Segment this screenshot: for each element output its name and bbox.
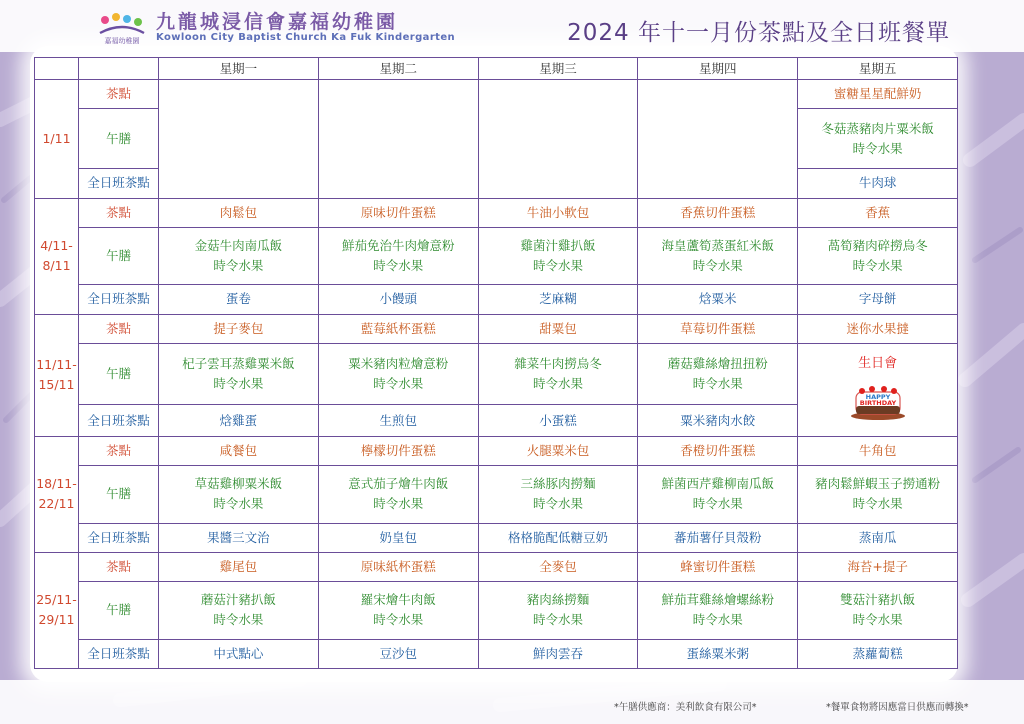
lunch-item: 時令水果: [852, 496, 903, 512]
lunch-cell: [478, 227, 638, 284]
tea-item: 火腿粟米包: [478, 436, 638, 465]
lunch-item: 雜菜牛肉撈烏冬: [514, 356, 602, 372]
blank-cell: [478, 80, 638, 199]
logo-sub-text: 嘉福幼稚園: [104, 37, 140, 45]
full-day-item: 牛肉球: [798, 169, 958, 198]
lunch-item: 三絲豚肉撈麵: [520, 476, 596, 492]
school-name-cn: 九龍城浸信會嘉福幼稚園: [156, 10, 399, 33]
full-day-item: 焓粟米: [638, 285, 798, 314]
full-day-item: 鮮肉雲吞: [478, 639, 638, 668]
tea-item: 檸檬切件蛋糕: [318, 436, 478, 465]
category-lunch: 午膳: [79, 343, 159, 405]
full-day-item: 蛋絲粟米粥: [638, 639, 798, 668]
lunch-cell: [318, 227, 478, 284]
lunch-row: [35, 466, 958, 523]
header-day: 星期四: [638, 58, 798, 80]
full-day-item: 豆沙包: [318, 639, 478, 668]
category-lunch: 午膳: [79, 582, 159, 639]
tea-row: [35, 552, 958, 581]
tea-item: 原味切件蛋糕: [318, 198, 478, 227]
lunch-cell: [798, 582, 958, 639]
tea-item: 藍莓紙杯蛋糕: [318, 314, 478, 343]
lunch-cell: [798, 227, 958, 284]
lunch-item: 時令水果: [213, 258, 264, 274]
lunch-cell: [638, 466, 798, 523]
birthday-cake-icon: [847, 376, 909, 420]
school-logo: [96, 8, 455, 48]
full-day-item: 蕃茄薯仔貝殼粉: [638, 523, 798, 552]
lunch-cell: [159, 227, 319, 284]
week-date: 4/11- 8/11: [35, 198, 79, 314]
lunch-item: 冬菇蒸豬肉片粟米飯: [821, 120, 934, 136]
full-day-item: 小蛋糕: [478, 405, 638, 436]
page-title: 2024 年十一月份茶點及全日班餐單: [567, 20, 950, 46]
menu-body: [35, 80, 958, 669]
full-day-item: 果醬三文治: [159, 523, 319, 552]
lunch-row: [35, 582, 958, 639]
full-day-item: 生煎包: [318, 405, 478, 436]
lunch-cell: [159, 582, 319, 639]
lunch-item: 時令水果: [213, 496, 264, 512]
lunch-cell: [478, 343, 638, 405]
full-day-item: 中式點心: [159, 639, 319, 668]
tea-row: [35, 436, 958, 465]
lunch-item: 時令水果: [852, 258, 903, 274]
lunch-item: 蘑菇雞絲燴扭扭粉: [667, 356, 768, 372]
lunch-item: 萵筍豬肉碎撈烏冬: [827, 238, 928, 254]
menu-table: [34, 57, 958, 669]
tea-item: 雞尾包: [159, 552, 319, 581]
lunch-item: 草菇雞柳粟米飯: [194, 476, 283, 492]
tea-item: 咸餐包: [159, 436, 319, 465]
tea-row: [35, 80, 958, 109]
lunch-cell: [638, 227, 798, 284]
lunch-cell: [638, 343, 798, 405]
full-day-item: 小饅頭: [318, 285, 478, 314]
lunch-cell: [159, 343, 319, 405]
lunch-item: 時令水果: [852, 140, 903, 156]
header-corner: [35, 58, 79, 80]
week-date: 1/11: [35, 80, 79, 199]
tea-item: 香蕉: [798, 198, 958, 227]
school-name-en: Kowloon City Baptist Church Ka Fuk Kindergarten: [156, 31, 456, 43]
lunch-item: 時令水果: [373, 258, 424, 274]
lunch-item: 時令水果: [373, 496, 424, 512]
lunch-item: 時令水果: [373, 612, 424, 628]
header-day: 星期一: [159, 58, 319, 80]
tea-item: 牛角包: [798, 436, 958, 465]
tea-item: 提子麥包: [159, 314, 319, 343]
lunch-item: 時令水果: [532, 612, 583, 628]
lunch-item: 意式茄子燴牛肉飯: [348, 476, 449, 492]
category-tea: 茶點: [79, 314, 159, 343]
lunch-item: 時令水果: [213, 376, 264, 392]
kcbc-logo-icon: [96, 9, 148, 47]
lunch-item: 海皇蘆筍蒸蛋紅米飯: [661, 238, 775, 254]
category-tea: 茶點: [79, 552, 159, 581]
blank-cell: [318, 80, 478, 199]
header-row: [35, 58, 958, 80]
lunch-item: 雙菇汁豬扒飯: [840, 592, 916, 608]
full-day-row: [35, 285, 958, 314]
lunch-cell: [638, 582, 798, 639]
lunch-cell: [478, 466, 638, 523]
lunch-row: [35, 227, 958, 284]
full-day-item: 蛋卷: [159, 285, 319, 314]
full-day-item: 粟米豬肉水餃: [638, 405, 798, 436]
lunch-item: 時令水果: [373, 376, 424, 392]
lunch-item: 時令水果: [213, 612, 264, 628]
full-day-item: 蒸蘿蔔糕: [798, 639, 958, 668]
lunch-cell: [798, 109, 958, 169]
category-lunch: 午膳: [79, 109, 159, 169]
footer-supplier: *午膳供應商：美利飲食有限公司*: [614, 702, 757, 713]
lunch-cell: [478, 582, 638, 639]
lunch-item: 羅宋燴牛肉飯: [360, 592, 436, 608]
category-lunch: 午膳: [79, 227, 159, 284]
lunch-item: 雞菌汁雞扒飯: [520, 238, 596, 254]
tea-item: 草莓切件蛋糕: [638, 314, 798, 343]
blank-cell: [159, 80, 319, 199]
svg-text:HAPPY: HAPPY: [865, 392, 890, 401]
lunch-item: 時令水果: [532, 376, 583, 392]
full-day-item: 芝麻糊: [478, 285, 638, 314]
tea-item: 全麥包: [478, 552, 638, 581]
category-lunch: 午膳: [79, 466, 159, 523]
lunch-row: [35, 343, 958, 405]
lunch-cell: [318, 582, 478, 639]
tea-row: [35, 314, 958, 343]
category-tea: 茶點: [79, 198, 159, 227]
lunch-cell: [798, 466, 958, 523]
lunch-item: 時令水果: [692, 496, 743, 512]
category-tea: 茶點: [79, 80, 159, 109]
svg-text:BIRTHDAY: BIRTHDAY: [859, 398, 896, 407]
category-tea: 茶點: [79, 436, 159, 465]
tea-item: 迷你水果撻: [798, 314, 958, 343]
week-date: 11/11- 15/11: [35, 314, 79, 436]
full-day-row: [35, 639, 958, 668]
header-day: 星期三: [478, 58, 638, 80]
lunch-item: 時令水果: [852, 612, 903, 628]
birthday-label: 生日會: [858, 355, 898, 371]
lunch-cell: [318, 466, 478, 523]
full-day-item: 蒸南瓜: [798, 523, 958, 552]
full-day-item: 奶皇包: [318, 523, 478, 552]
header-day: 星期二: [318, 58, 478, 80]
tea-item: 香蕉切件蛋糕: [638, 198, 798, 227]
full-day-row: [35, 523, 958, 552]
tea-item: 香橙切件蛋糕: [638, 436, 798, 465]
blank-cell: [638, 80, 798, 199]
full-day-item: 焓雞蛋: [159, 405, 319, 436]
lunch-item: 蘑菇汁豬扒飯: [200, 592, 276, 608]
lunch-item: 金菇牛肉南瓜飯: [194, 238, 283, 254]
tea-item: 蜂蜜切件蛋糕: [638, 552, 798, 581]
lunch-item: 豬肉絲撈麵: [526, 592, 590, 608]
tea-row: [35, 198, 958, 227]
lunch-item: 時令水果: [532, 496, 583, 512]
lunch-item: 鮮茄茸雞絲燴螺絲粉: [661, 592, 775, 608]
category-full-day: 全日班茶點: [79, 639, 159, 668]
tea-item: 甜粟包: [478, 314, 638, 343]
category-full-day: 全日班茶點: [79, 523, 159, 552]
lunch-item: 杞子雲耳蒸雞粟米飯: [182, 356, 295, 372]
week-date: 25/11- 29/11: [35, 552, 79, 668]
lunch-cell: [159, 466, 319, 523]
lunch-item: 鮮菌西芹雞柳南瓜飯: [661, 476, 775, 492]
header-category: [79, 58, 159, 80]
lunch-item: 時令水果: [692, 612, 743, 628]
lunch-item: 粟米豬肉粒燴意粉: [348, 356, 449, 372]
birthday-cell: [798, 343, 958, 436]
category-full-day: 全日班茶點: [79, 405, 159, 436]
tea-item: 牛油小軟包: [478, 198, 638, 227]
tea-item: 海苔+提子: [798, 552, 958, 581]
footer-note: *餐單食物將因應當日供應而轉換*: [826, 702, 969, 713]
tea-item: 蜜糖星星配鮮奶: [798, 80, 958, 109]
full-day-item: 格格脆配低糖豆奶: [478, 523, 638, 552]
category-full-day: 全日班茶點: [79, 169, 159, 198]
lunch-item: 豬肉鬆鮮蝦玉子撈通粉: [815, 476, 941, 492]
category-full-day: 全日班茶點: [79, 285, 159, 314]
lunch-item: 時令水果: [692, 258, 743, 274]
lunch-cell: [318, 343, 478, 405]
tea-item: 肉鬆包: [159, 198, 319, 227]
header-day: 星期五: [798, 58, 958, 80]
full-day-item: 字母餅: [798, 285, 958, 314]
lunch-item: 時令水果: [692, 376, 743, 392]
tea-item: 原味紙杯蛋糕: [318, 552, 478, 581]
lunch-item: 時令水果: [532, 258, 583, 274]
week-date: 18/11- 22/11: [35, 436, 79, 552]
lunch-item: 鮮茄免治牛肉燴意粉: [341, 238, 455, 254]
